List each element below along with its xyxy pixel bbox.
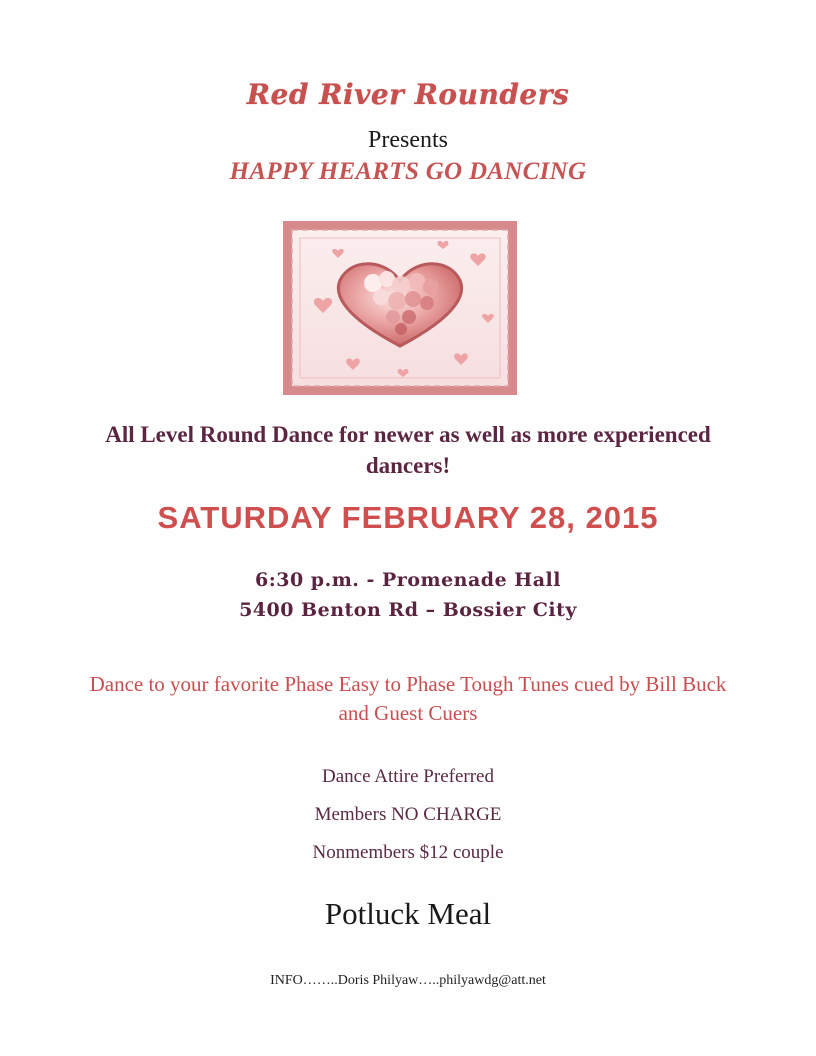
event-description: [0, 419, 816, 481]
dance-tunes-line-2: and Guest Cuers: [338, 701, 478, 725]
dance-tunes-note: [0, 670, 816, 728]
members-price: Members NO CHARGE: [314, 804, 502, 825]
heart-card-icon: [283, 221, 517, 395]
attire-note: Dance Attire Preferred: [322, 766, 494, 787]
event-address: 5400 Benton Rd – Bossier City: [239, 599, 577, 621]
dance-tunes-line-1: Dance to your favorite Phase Easy to Phase Tough Tunes cued by Bill Buck: [89, 672, 727, 696]
event-time-location: [0, 565, 816, 625]
nonmembers-price: Nonmembers $12 couple: [312, 842, 504, 863]
presents-label: Presents: [368, 127, 448, 153]
event-time: 6:30 p.m. - Promenade Hall: [255, 569, 561, 591]
heart-card-illustration: [283, 221, 517, 395]
event-description-line-2: dancers!: [365, 453, 451, 478]
organization-name: Red River Rounders: [246, 78, 570, 111]
contact-info: INFO……..Doris Philyaw…..philyawdg@att.net: [270, 973, 546, 988]
event-title: HAPPY HEARTS GO DANCING: [229, 158, 587, 185]
event-description-line-1: All Level Round Dance for newer as well as more experienced: [105, 422, 711, 447]
event-date: SATURDAY FEBRUARY 28, 2015: [157, 500, 659, 535]
meal-note: Potluck Meal: [324, 896, 492, 931]
